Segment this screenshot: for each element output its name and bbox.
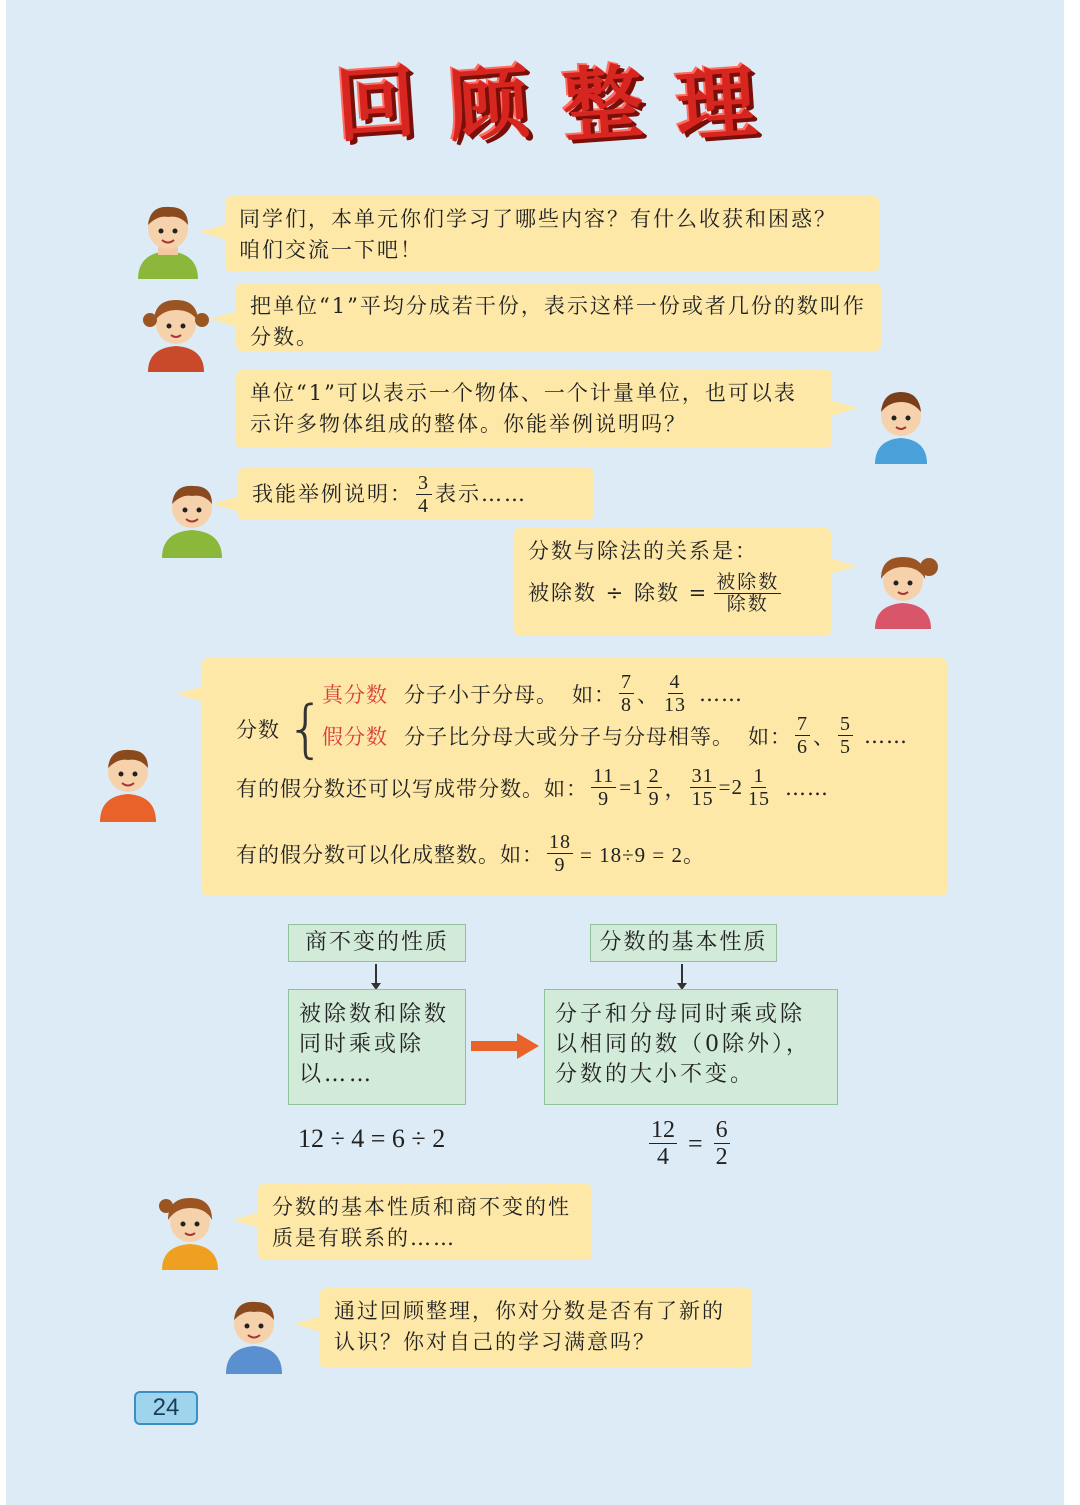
- girl-avatar-icon: [863, 545, 943, 629]
- improper-term: 假分数: [322, 724, 388, 749]
- proper-term: 真分数: [322, 682, 388, 707]
- division-relation: [528, 573, 817, 614]
- bubble-text: 同学们，本单元你们学习了哪些内容？有什么收获和困惑？ 咱们交流一下吧！: [239, 207, 837, 262]
- bubble-text: 表示……: [435, 481, 527, 506]
- speech-bubble: [514, 528, 831, 636]
- fraction: $\frac{3}{4}$: [418, 471, 430, 517]
- fraction: $\frac{\text{被除数}}{\text{除数}}$: [716, 571, 780, 615]
- speech-bubble: [320, 1288, 752, 1368]
- fraction: $\frac{6}{2}$: [715, 1117, 728, 1170]
- fraction: $\frac{7}{8}$: [621, 671, 632, 716]
- whole-number-row: 有的假分数可以化成整数。如： $\frac{18}{9}$ = 18÷9 = 2。: [236, 831, 705, 876]
- mixed-number-row: 有的假分数还可以写成带分数 。如： $\frac{11}{9}$ =1 $\frac{2}{9}$ ， $\frac{31}{15}$ =2 $\frac{1}{15}$ ……: [236, 765, 829, 810]
- girl-avatar-icon: [136, 288, 216, 372]
- fraction: $\frac{31}{15}$: [691, 765, 714, 810]
- speech-bubble: [225, 196, 879, 272]
- quotient-invariance-label: 商不变的性质: [288, 924, 466, 962]
- fraction: $\frac{5}{5}$: [840, 713, 851, 758]
- girl-avatar-icon: [150, 1186, 230, 1270]
- speech-bubble: [238, 468, 594, 520]
- quotient-invariance-box: 被除数和除数同时乘或除以……: [288, 989, 466, 1105]
- bubble-text: 通过回顾整理，你对分数是否有了新的认识？你对自己的学习满意吗？: [334, 1299, 725, 1354]
- fraction-label: 分数 {: [236, 692, 327, 765]
- bubble-text: 分数的基本性质和商不变的性质是有联系的……: [272, 1195, 571, 1250]
- title-char: 理: [672, 55, 760, 154]
- arrow-down-icon: [375, 964, 377, 984]
- speech-bubble: [258, 1184, 592, 1260]
- fraction: $\frac{18}{9}$: [549, 831, 571, 876]
- fraction-property-box: 分子和分母同时乘或除以相同的数（0除外），分数的大小不变。: [544, 989, 838, 1105]
- improper-desc: 分子比分母大或分子与分母相等。: [404, 724, 734, 749]
- improper-fraction-row: 假分数 分子比分母大或分子与分母相等。 如： $\frac{7}{6}$ 、 $\frac{5}{5}$ ……: [322, 713, 908, 758]
- fraction: $\frac{12}{4}$: [651, 1117, 675, 1170]
- proper-desc: 分子小于分母。: [404, 682, 558, 707]
- page-title: [332, 55, 760, 155]
- title-char: 整: [559, 55, 646, 154]
- speech-bubble: [236, 283, 881, 351]
- textbook-page: [6, 0, 1064, 1505]
- fraction: $\frac{11}{9}$: [593, 765, 615, 810]
- proper-fraction-row: 真分数 分子小于分母。 如： $\frac{7}{8}$ 、 $\frac{4}{13}$ ……: [322, 671, 743, 716]
- fraction: $\frac{4}{13}$: [664, 671, 686, 716]
- boy-avatar-icon: [214, 1290, 294, 1374]
- bubble-text: 单位“1”可以表示一个物体、一个计量单位，也可以表示许多物体组成的整体。你能举例说明吗？: [250, 381, 797, 436]
- relation-left: 被除数 ÷ 除数 =: [528, 581, 709, 605]
- fraction: $\frac{7}{6}$: [797, 713, 808, 758]
- fraction: $\frac{2}{9}$: [648, 765, 660, 810]
- title-char: 顾: [446, 55, 533, 154]
- bubble-text: 我能举例说明：: [252, 481, 413, 506]
- title-char: 回: [332, 55, 420, 154]
- speech-bubble: [236, 370, 832, 448]
- bubble-text: 分数与除法的关系是：: [528, 539, 758, 563]
- fraction: $\frac{1}{15}$: [747, 765, 770, 810]
- boy-avatar-icon: [861, 380, 941, 464]
- brace-icon: {: [286, 692, 327, 765]
- page-number: 24: [134, 1391, 198, 1425]
- boy-avatar-icon: [152, 474, 232, 558]
- fraction-property-label: 分数的基本性质: [590, 924, 777, 962]
- boy-avatar-icon: [88, 738, 168, 822]
- bubble-text: 把单位“1”平均分成若干份，表示这样一份或者几份的数叫作分数。: [250, 294, 866, 349]
- fraction-summary-box: [202, 658, 947, 896]
- boy-avatar-icon: [128, 195, 208, 279]
- fraction-equation: $\frac{12}{4}$ = $\frac{6}{2}$: [651, 1117, 728, 1170]
- quotient-equation: 12 ÷ 4 = 6 ÷ 2: [298, 1124, 446, 1153]
- right-arrow-icon: [471, 1033, 539, 1059]
- arrow-down-icon: [681, 964, 683, 984]
